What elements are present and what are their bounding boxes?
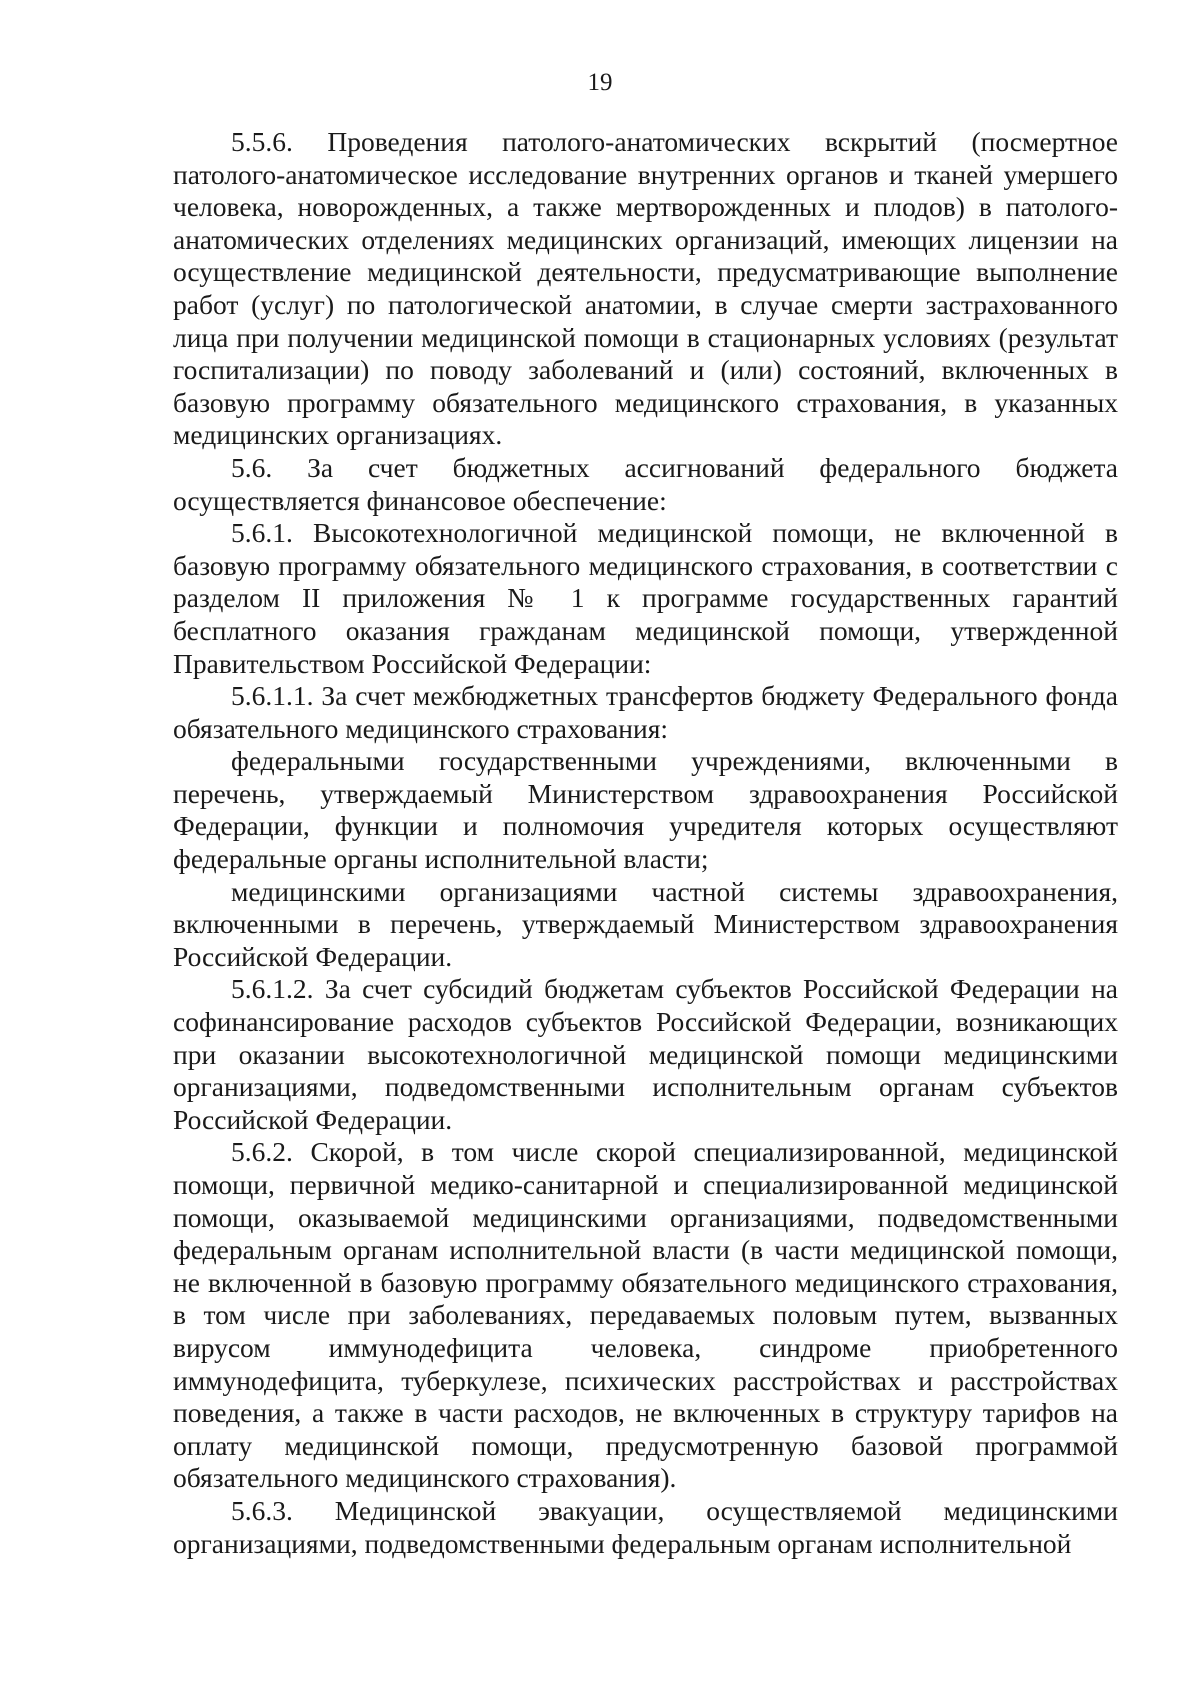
document-body [173,126,1118,1560]
paragraph-5-6-1: 5.6.1. Высокотехнологичной медицинской помощи, не включенной в базовую программу обязательного медицинского страхования, в соответствии с разделом II приложения № 1 к программе государственных гарантий бесплатного оказания гражданам медицинской помощи, утвержденной Правительством Российской Федерации: [173,517,1118,679]
paragraph-federal-institutions: федеральными государственными учреждениями, включенными в перечень, утверждаемый Министерством здравоохранения Российской Федерации, функции и полномочия учредителя которых осуществляют федеральные органы исполнительной власти; [173,745,1118,875]
paragraph-5-5-6: 5.5.6. Проведения патолого-анатомических вскрытий (посмертное патолого-анатомическое исследование внутренних органов и тканей умершего человека, новорожденных, а также мертворожденных и плодов) в патолого-анатомических отделениях медицинских организаций, имеющих лицензии на осуществление медицинской деятельности, предусматривающие выполнение работ (услуг) по патологической анатомии, в случае смерти застрахованного лица при получении медицинской помощи в стационарных условиях (результат госпитализации) по поводу заболеваний и (или) состояний, включенных в базовую программу обязательного медицинского страхования, в указанных медицинских организациях. [173,126,1118,451]
paragraph-5-6-1-1: 5.6.1.1. За счет межбюджетных трансфертов бюджету Федерального фонда обязательного медицинского страхования: [173,680,1118,744]
paragraph-5-6-2: 5.6.2. Скорой, в том числе скорой специализированной, медицинской помощи, первичной медико-санитарной и специализированной медицинской помощи, оказываемой медицинскими организациями, подведомственными федеральным органам исполнительной власти (в части медицинской помощи, не включенной в базовую программу обязательного медицинского страхования, в том числе при заболеваниях, передаваемых половым путем, вызванных вирусом иммунодефицита человека, синдроме приобретенного иммунодефицита, туберкулезе, психических расстройствах и расстройствах поведения, а также в части расходов, не включенных в структуру тарифов на оплату медицинской помощи, предусмотренную базовой программой обязательного медицинского страхования). [173,1136,1118,1494]
paragraph-5-6-1-2: 5.6.1.2. За счет субсидий бюджетам субъектов Российской Федерации на софинансирование расходов субъектов Российской Федерации, возникающих при оказании высокотехнологичной медицинской помощи медицинскими организациями, подведомственными исполнительным органам субъектов Российской Федерации. [173,973,1118,1135]
page-number: 19 [587,69,613,96]
paragraph-private-organizations: медицинскими организациями частной системы здравоохранения, включенными в перечень, утверждаемый Министерством здравоохранения Российской Федерации. [173,875,1118,972]
paragraph-5-6: 5.6. За счет бюджетных ассигнований федерального бюджета осуществляется финансовое обеспечение: [173,451,1118,516]
paragraph-5-6-3: 5.6.3. Медицинской эвакуации, осуществляемой медицинскими организациями, подведомственными федеральным органам исполнительной [173,1494,1118,1559]
